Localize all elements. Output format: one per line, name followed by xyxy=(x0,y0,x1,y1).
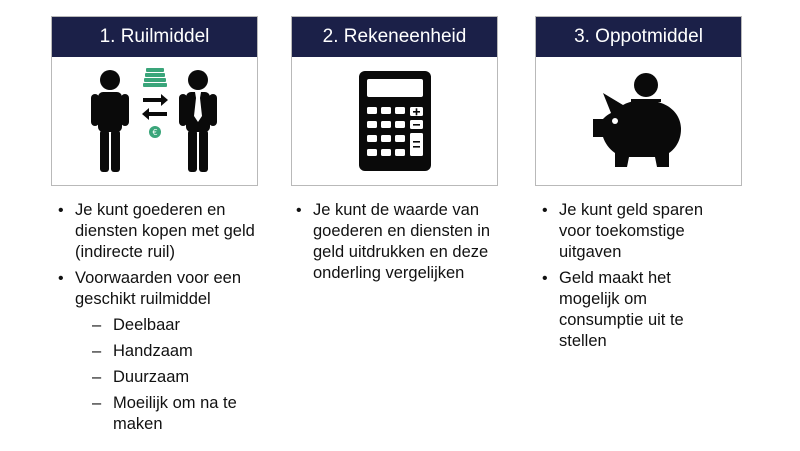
list-item: • Je kunt de waarde van goederen en diensten in geld uitdrukken en deze onderling vergelijken xyxy=(296,200,501,284)
column-ruilmiddel xyxy=(58,200,268,440)
sub-list-item: – Handzaam xyxy=(92,342,193,360)
column-oppotmiddel xyxy=(542,200,732,357)
sub-list-item: – Duurzaam xyxy=(92,368,190,386)
calculator-icon xyxy=(359,71,431,171)
card-title: 2. Rekeneenheid xyxy=(292,17,497,57)
card-title: 3. Oppotmiddel xyxy=(536,17,741,57)
list-item: • Geld maakt het mogelijk om consumptie uit te stellen xyxy=(542,268,732,352)
card-rekeneenheid xyxy=(291,16,498,186)
card-ruilmiddel xyxy=(51,16,258,186)
column-rekeneenheid xyxy=(296,200,501,289)
card-oppotmiddel xyxy=(535,16,742,186)
sub-list-item: – Moeilijk om na te maken xyxy=(92,394,237,433)
svg-text:€: € xyxy=(151,128,158,137)
list-item: • Je kunt geld sparen voor toekomstige uitgaven xyxy=(542,200,732,263)
sub-list-item: – Deelbaar xyxy=(92,316,180,334)
two-people-exchange-icon xyxy=(90,66,220,176)
piggy-bank-icon xyxy=(589,71,689,171)
list-item: • Voorwaarden voor een geschikt ruilmiddel xyxy=(58,268,268,310)
card-title: 1. Ruilmiddel xyxy=(52,17,257,57)
list-item: • Je kunt goederen en diensten kopen met geld (indirecte ruil) xyxy=(58,200,268,263)
